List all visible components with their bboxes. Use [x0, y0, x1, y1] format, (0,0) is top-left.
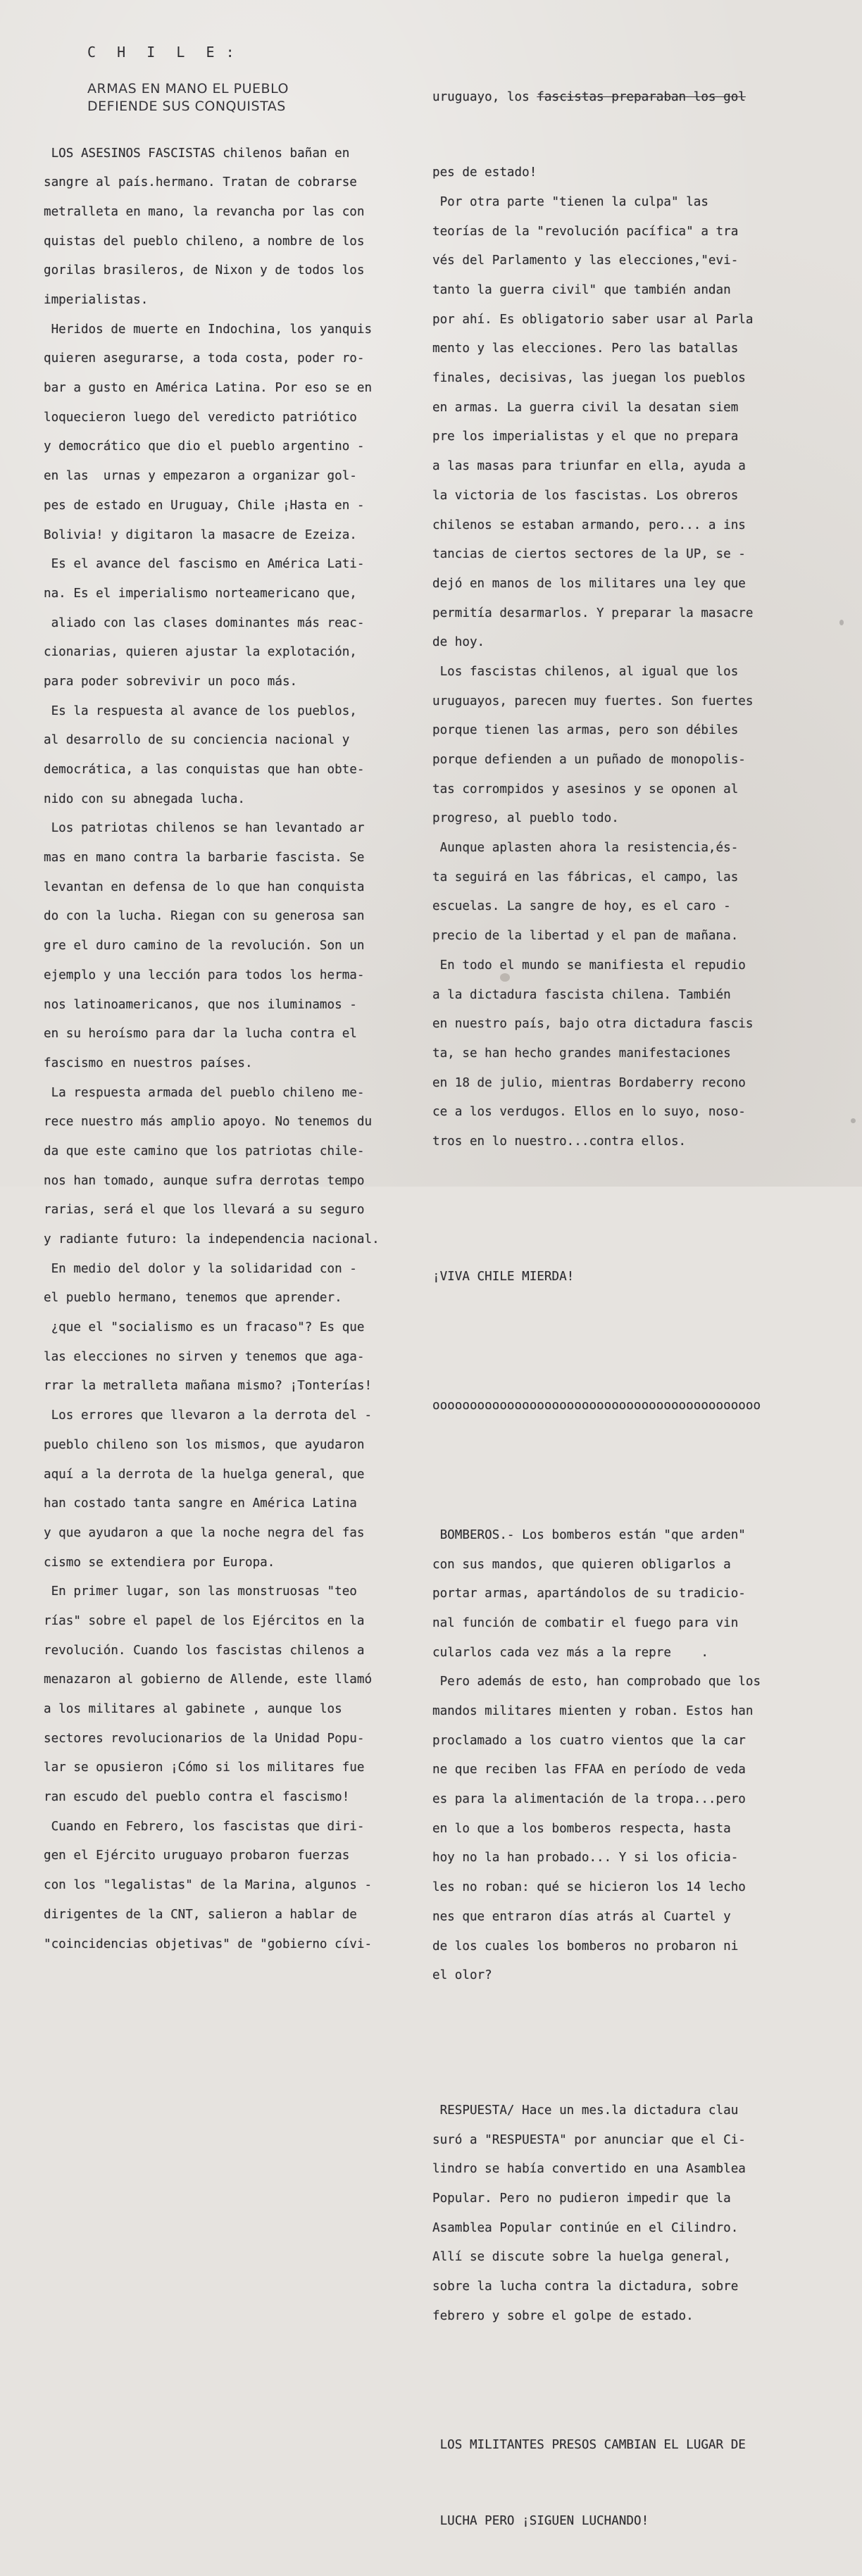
- bomberos-section: [432, 1527, 806, 1984]
- text-line: do con la lucha. Riegan con su generosa san: [44, 909, 365, 924]
- text-line: levantan en defensa de lo que han conquista: [44, 880, 365, 894]
- first-line-text: uruguayo, los: [432, 89, 537, 104]
- text-line: en las urnas y empezaron a organizar gol-: [44, 469, 357, 484]
- text-line: sobre la lucha contra la dictadura, sobre: [432, 2280, 739, 2294]
- text-line: Es la respuesta al avance de los pueblos,: [44, 704, 357, 718]
- text-line: en armas. La guerra civil la desatan siem: [432, 400, 739, 415]
- text-line: Pero además de esto, han comprobado que los: [432, 1675, 761, 1689]
- text-line: febrero y sobre el golpe de estado.: [432, 2308, 694, 2323]
- closing-line-1: LOS MILITANTES PRESOS CAMBIAN EL LUGAR DE: [432, 2438, 746, 2453]
- text-line: Los errores que llevaron a la derrota del -: [44, 1408, 373, 1423]
- text-line: gen el Ejército uruguayo probaron fuerzas: [44, 1849, 350, 1863]
- text-line: na. Es el imperialismo norteamericano que,: [44, 586, 357, 601]
- text-line: RESPUESTA/ Hace un mes.la dictadura clau: [432, 2103, 739, 2118]
- text-line: bar a gusto en América Latina. Por eso se en: [44, 381, 373, 396]
- text-line: en nuestro país, bajo otra dictadura fascis: [432, 1017, 754, 1032]
- text-line: proclamado a los cuatro vientos que la car: [432, 1733, 746, 1748]
- text-line: hoy no la han probado... Y si los oficia-: [432, 1851, 739, 1865]
- article-heading: C H I L E :: [87, 44, 236, 61]
- right-first-line: [432, 89, 806, 106]
- text-line: al desarrollo de su conciencia nacional y: [44, 733, 350, 748]
- text-line: la victoria de los fascistas. Los obreros: [432, 488, 739, 503]
- text-line: La respuesta armada del pueblo chileno me-: [44, 1085, 365, 1100]
- text-line: En primer lugar, son las monstruosas "teo: [44, 1584, 357, 1599]
- respuesta-section: [432, 2102, 806, 2325]
- text-line: a los militares al gabinete , aunque los: [44, 1702, 342, 1717]
- text-line: ta, se han hecho grandes manifestaciones: [432, 1046, 731, 1061]
- text-line: Bolivia! y digitaron la masacre de Ezeiza.: [44, 527, 357, 542]
- text-line: ¿que el "socialismo es un fracaso"? Es que: [44, 1320, 365, 1335]
- text-line: pre los imperialistas y el que no prepara: [432, 430, 739, 444]
- text-line: con sus mandos, que quieren obligarlos a: [432, 1557, 731, 1572]
- text-line: pueblo chileno son los mismos, que ayudaron: [44, 1437, 365, 1452]
- text-line: y democrático que dio el pueblo argentino -: [44, 439, 365, 454]
- text-line: nos latinoamericanos, que nos iluminamos -: [44, 997, 357, 1012]
- ink-spot: [851, 1118, 856, 1123]
- text-line: progreso, al pueblo todo.: [432, 811, 619, 826]
- text-line: lar se opusieron ¡Cómo si los militares fue: [44, 1761, 365, 1775]
- text-line: rías" sobre el papel de los Ejércitos en la: [44, 1613, 365, 1628]
- text-line: ran escudo del pueblo contra el fascismo!: [44, 1790, 350, 1805]
- text-line: chilenos se estaban armando, pero... a ins: [432, 518, 746, 532]
- text-line: tas corrompidos y asesinos y se oponen al: [432, 782, 739, 796]
- text-line: En todo el mundo se manifiesta el repudio: [432, 958, 746, 973]
- text-line: tros en lo nuestro...contra ellos.: [432, 1134, 687, 1149]
- text-line: lindro se había convertido en una Asamblea: [432, 2162, 746, 2177]
- text-line: tanto la guerra civil" que también andan: [432, 283, 731, 297]
- text-line: permitía desarmarlos. Y preparar la masacre: [432, 606, 754, 620]
- text-line: menazaron al gobierno de Allende, este llamó: [44, 1672, 373, 1687]
- text-line: sectores revolucionarios de la Unidad Popu-: [44, 1731, 365, 1746]
- text-line: pes de estado en Uruguay, Chile ¡Hasta en -: [44, 498, 365, 513]
- text-line: "coincidencias objetivas" de "gobierno cívi-: [44, 1937, 373, 1951]
- text-line: Heridos de muerte en Indochina, los yanquis: [44, 322, 373, 337]
- text-line: finales, decisivas, las juegan los pueblos: [432, 371, 746, 386]
- text-line: porque tienen las armas, pero son débiles: [432, 723, 739, 738]
- text-line: gorilas brasileros, de Nixon y de todos los: [44, 263, 365, 278]
- text-line: imperialistas.: [44, 293, 149, 308]
- subheading-line-1: ARMAS EN MANO EL PUEBLO: [87, 81, 289, 96]
- text-line: Los fascistas chilenos, al igual que los: [432, 664, 739, 679]
- subheading-line-2: DEFIENDE SUS CONQUISTAS: [87, 99, 286, 114]
- text-line: rece nuestro más amplio apoyo. No tenemos du: [44, 1115, 373, 1130]
- text-line: precio de la libertad y el pan de mañana.: [432, 929, 739, 944]
- text-line: cularlos cada vez más a la repre .: [432, 1645, 708, 1660]
- text-line: de hoy.: [432, 635, 485, 650]
- text-line: nal función de combatir el fuego para vin: [432, 1615, 739, 1630]
- text-line: nes que entraron días atrás al Cuartel y: [432, 1909, 731, 1924]
- text-line: mandos militares mienten y roban. Estos han: [432, 1704, 754, 1719]
- text-line: Por otra parte "tienen la culpa" las: [432, 194, 708, 209]
- text-line: mas en mano contra la barbarie fascista. Se: [44, 851, 365, 865]
- text-line: rrar la metralleta mañana mismo? ¡Tonterías!: [44, 1379, 373, 1394]
- text-line: tancias de ciertos sectores de la UP, se -: [432, 547, 746, 562]
- text-line: loquecieron luego del veredicto patriótico: [44, 410, 357, 425]
- text-line: les no roban: qué se hicieron los 14 lecho: [432, 1880, 746, 1895]
- text-line: Popular. Pero no pudieron impedir que la: [432, 2191, 731, 2206]
- text-line: las elecciones no sirven y tenemos que aga-: [44, 1349, 365, 1364]
- text-line: BOMBEROS.- Los bomberos están "que arden": [432, 1527, 746, 1542]
- text-line: a las masas para triunfar en ella, ayuda a: [432, 459, 746, 474]
- right-article-continuation: [432, 164, 806, 1150]
- text-line: Los patriotas chilenos se han levantado ar: [44, 821, 365, 836]
- text-line: revolución. Cuando los fascistas chilenos a: [44, 1643, 365, 1658]
- ink-spot: [500, 973, 510, 982]
- text-line: nido con su abnegada lucha.: [44, 792, 245, 806]
- text-line: metralleta en mano, la revancha por las con: [44, 204, 365, 219]
- article-subheading: [87, 80, 289, 115]
- text-line: ejemplo y una lección para todos los herma-: [44, 968, 365, 982]
- text-line: Cuando en Febrero, los fascistas que diri-: [44, 1819, 365, 1834]
- text-line: portar armas, apartándolos de su tradicio-: [432, 1587, 746, 1601]
- text-line: cismo se extendiera por Europa.: [44, 1555, 275, 1570]
- text-line: y que ayudaron a que la noche negra del fas: [44, 1525, 365, 1540]
- text-line: a la dictadura fascista chilena. También: [432, 987, 731, 1002]
- text-line: vés del Parlamento y las elecciones,"evi-: [432, 254, 739, 268]
- text-line: en su heroísmo para dar la lucha contra el: [44, 1027, 357, 1042]
- text-line: ne que reciben las FFAA en período de veda: [432, 1763, 746, 1777]
- text-line: Allí se discute sobre la huelga general,: [432, 2250, 731, 2265]
- text-line: para poder sobrevivir un poco más.: [44, 674, 298, 689]
- text-line: aquí a la derrota de la huelga general, que: [44, 1467, 365, 1482]
- text-line: de los cuales los bomberos no probaron ni: [432, 1939, 739, 1953]
- text-line: porque defienden a un puñado de monopolis-: [432, 753, 746, 767]
- text-line: aliado con las clases dominantes más reac-: [44, 615, 365, 630]
- text-line: mento y las elecciones. Pero las batallas: [432, 342, 739, 356]
- text-line: fascismo en nuestros países.: [44, 1056, 253, 1070]
- text-line: democrática, a las conquistas que han obte-: [44, 763, 365, 777]
- text-line: con los "legalistas" de la Marina, algunos -: [44, 1878, 373, 1893]
- text-line: en 18 de julio, mientras Bordaberry recono: [432, 1075, 746, 1090]
- ink-spot: [839, 620, 844, 625]
- text-line: rarias, será el que los llevará a su seguro: [44, 1203, 365, 1218]
- text-line: teorías de la "revolución pacífica" a tra: [432, 224, 739, 239]
- text-line: uruguayos, parecen muy fuertes. Son fuertes: [432, 694, 754, 708]
- text-line: Aunque aplasten ahora la resistencia,és-: [432, 841, 739, 856]
- text-line: nos han tomado, aunque sufra derrotas tempo: [44, 1173, 365, 1188]
- text-line: En medio del dolor y la solidaridad con -: [44, 1261, 357, 1276]
- text-line: ta seguirá en las fábricas, el campo, las: [432, 870, 739, 884]
- text-line: suró a "RESPUESTA" por anunciar que el Ci-: [432, 2132, 746, 2147]
- text-line: el olor?: [432, 1968, 492, 1983]
- text-line: cionarias, quieren ajustar la explotación,: [44, 645, 357, 660]
- section-divider: oooooooooooooooooooooooooooooooooooooooooooo: [432, 1399, 761, 1413]
- text-line: han costado tanta sangre en América Latina: [44, 1496, 357, 1511]
- slogan: ¡VIVA CHILE MIERDA!: [432, 1269, 575, 1284]
- text-line: escuelas. La sangre de hoy, es el caro -: [432, 899, 731, 914]
- right-column-body: [432, 42, 806, 2576]
- text-line: dejó en manos de los militares una ley que: [432, 576, 746, 591]
- text-line: el pueblo hermano, tenemos que aprender.: [44, 1291, 342, 1306]
- text-line: Es el avance del fascismo en América Lati-: [44, 557, 365, 572]
- text-line: quistas del pueblo chileno, a nombre de los: [44, 234, 365, 249]
- text-line: LOS ASESINOS FASCISTAS chilenos bañan en: [44, 146, 350, 161]
- text-line: pes de estado!: [432, 165, 537, 180]
- text-line: da que este camino que los patriotas chile-: [44, 1144, 365, 1158]
- text-line: es para la alimentación de la tropa...pero: [432, 1792, 746, 1807]
- text-line: quieren asegurarse, a toda costa, poder ro-: [44, 351, 365, 366]
- left-column-body: [44, 132, 427, 1965]
- text-line: gre el duro camino de la revolución. Son un: [44, 939, 365, 954]
- closing-line-2: LUCHA PERO ¡SIGUEN LUCHANDO!: [432, 2513, 649, 2528]
- text-line: Asamblea Popular continúe en el Cilindro.: [432, 2220, 739, 2235]
- text-line: en lo que a los bomberos respecta, hasta: [432, 1821, 731, 1836]
- text-line: por ahí. Es obligatorio saber usar al Parla: [432, 312, 754, 327]
- text-line: y radiante futuro: la independencia nacional.: [44, 1232, 380, 1247]
- text-line: dirigentes de la CNT, salieron a hablar de: [44, 1907, 357, 1922]
- crossed-out-text: fascistas preparaban los gol: [537, 89, 746, 104]
- text-line: sangre al país.hermano. Tratan de cobrarse: [44, 175, 357, 190]
- text-line: ce a los verdugos. Ellos en lo suyo, noso-: [432, 1105, 746, 1120]
